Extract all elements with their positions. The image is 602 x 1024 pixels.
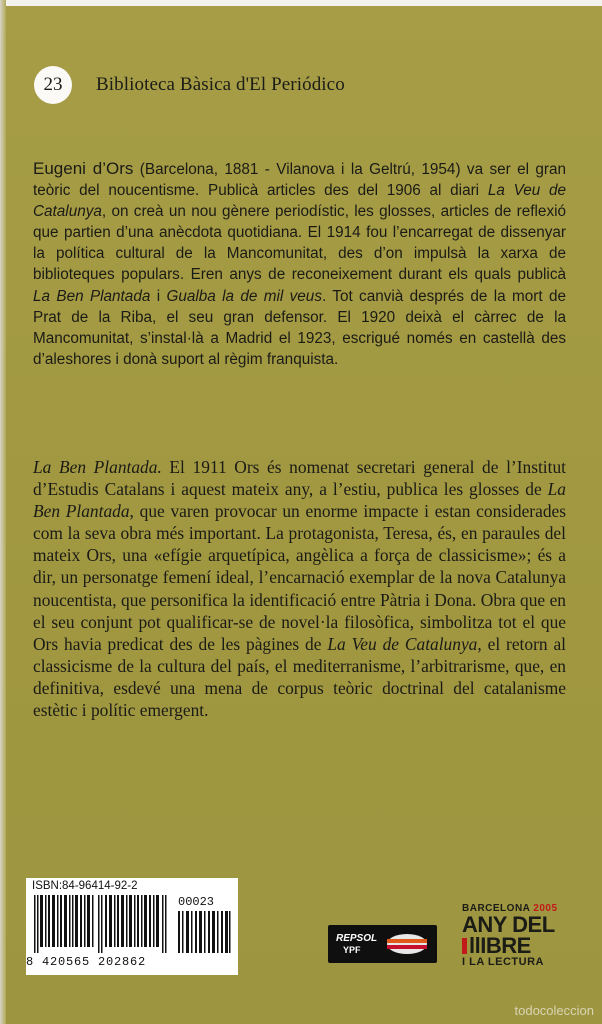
any-del-llibre-logo	[462, 903, 574, 968]
isbn-text: ISBN:84-96414-92-2	[32, 880, 138, 892]
bio-text-3: i	[150, 287, 167, 305]
ayl-line1: ANY DEL	[462, 912, 555, 937]
ean-number: 8 420565 202862	[26, 955, 147, 969]
bio-text-2: , on creà un nou gènere periodístic, les glosses, articles de reflexió que partien d’una anècdota quotidiana. El 1914 fou l’encarregat de dissenyar la política cultural de la Mancomunitat, des d’on impulsà la xarxa de biblioteques populars. Eren anys de reconeixement durant els quals publicà	[33, 203, 566, 284]
desc-text-3: , el retorn al classicisme de la cultura del país, el mediterranisme, l’arbitrarisme, que, en definitiva, esdevé una mena de corpus teòric doctrinal del catalanisme estètic i polític emergent.	[33, 633, 566, 721]
series-title: Biblioteca Bàsica d'El Periódico	[96, 74, 345, 95]
ayl-red-bar-icon	[462, 938, 467, 954]
barcode-bars	[32, 895, 176, 953]
bio-title-gualba: Gualba la de mil veus	[166, 287, 322, 305]
author-name: Eugeni d’Ors	[33, 159, 134, 178]
desc-text-2: , que varen provocar un enorme impacte i estan considerades com la seva obra més important. La protagonista, Teresa, és, en paraules del mateix Ors, una «efígie arquetípica, angèlica a força de classicisme»; és a dir, un personatge femení ideal, l’encarnació exemplar de la nova Catalunya noucentista, que personifica la identificació entre Pàtria i Dona. Obra que en el seu conjunt pot qualificar-se de novel·la filosòfica, simbolitza tot el que Ors havia predicat des de les pàgines de	[33, 501, 566, 654]
addon-barcode-bars	[178, 911, 232, 953]
book-description	[33, 456, 566, 721]
watermark: todocoleccion	[514, 1003, 594, 1018]
page-edge-left	[0, 0, 6, 1024]
page-edge-top	[0, 0, 602, 6]
ayl-year: 2005	[533, 903, 558, 914]
repsol-ypf-logo	[328, 925, 437, 963]
ayl-city: BARCELONA	[462, 903, 531, 914]
repsol-mark-icon	[386, 933, 428, 955]
bio-title-newspaper: La Veu de Catalunya	[33, 182, 567, 221]
repsol-logo-text: REPSOL	[336, 933, 378, 944]
author-biography	[33, 158, 566, 370]
ypf-logo-text: YPF	[343, 945, 361, 955]
bio-title-ben-plantada: La Ben Plantada	[33, 287, 151, 305]
bio-text-1: (Barcelona, 1881 - Vilanova i la Geltrú, 1954) va ser el gran teòric del noucentisme. Publicà articles des del 1906 al diari	[33, 161, 566, 200]
series-header	[34, 66, 345, 104]
volume-number-badge: 23	[34, 66, 72, 104]
desc-book-title: La Ben Plantada.	[33, 457, 162, 477]
addon-code: 00023	[178, 895, 215, 909]
barcode-label	[26, 878, 238, 975]
bio-text-4: . Tot canvià després de la mort de Prat de la Riba, el seu gran defensor. El 1920 deixà el càrrec de la Mancomunitat, s’instal·là a Madrid el 1923, escrigué només en castellà des d’aleshores i donà suport al règim franquista.	[33, 287, 566, 368]
desc-text-1: El 1911 Ors és nomenat secretari general de l’Institut d’Estudis Catalans i aquest mateix any, a l’estiu, publica les glosses de	[33, 457, 566, 500]
ayl-line2: llIBRE	[469, 933, 531, 958]
desc-title-ben-plantada: La Ben Plantada	[33, 479, 566, 522]
ayl-line3: I LA LECTURA	[462, 956, 544, 968]
desc-title-newspaper: La Veu de Catalunya	[327, 633, 478, 654]
